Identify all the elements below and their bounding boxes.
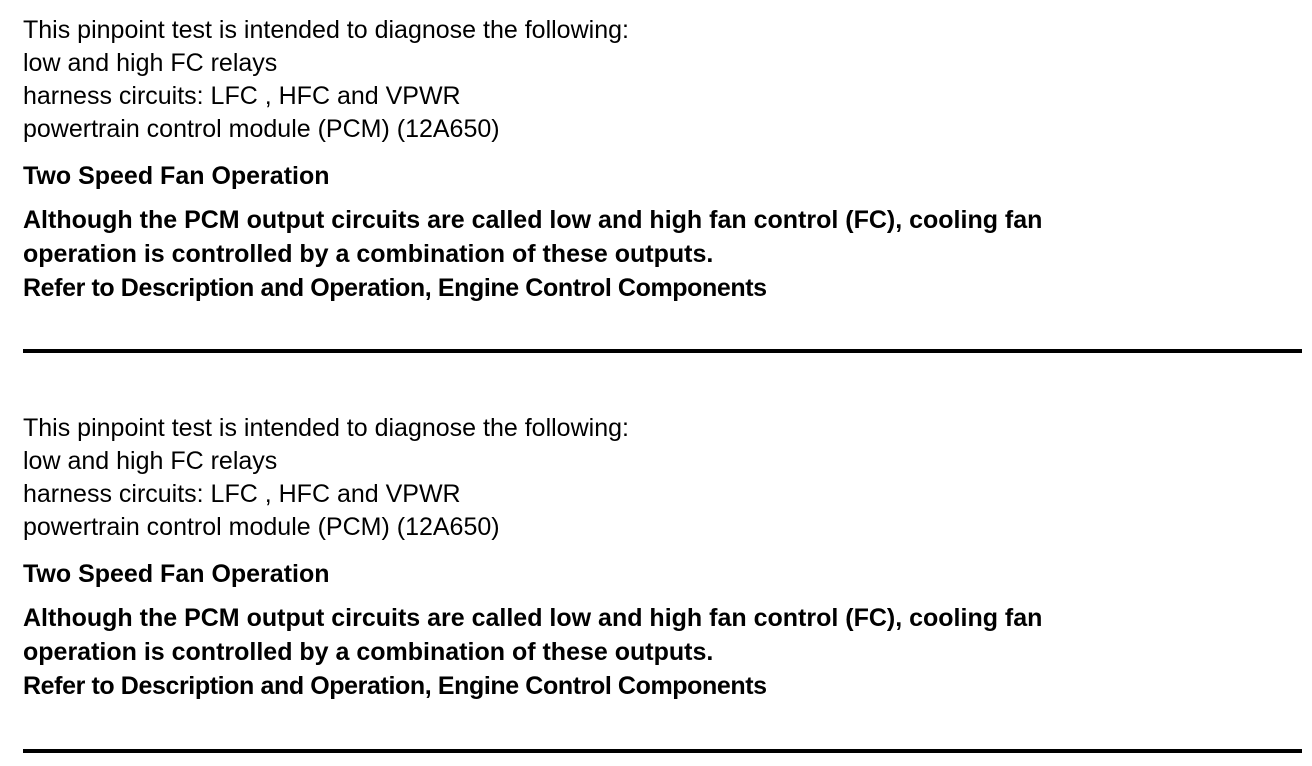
section-divider xyxy=(23,749,1302,753)
test-description-section xyxy=(23,412,1303,703)
operation-paragraph xyxy=(23,601,1303,703)
intro-line: This pinpoint test is intended to diagnose the following: xyxy=(23,414,629,442)
intro-line: harness circuits: LFC , HFC and VPWR xyxy=(23,82,461,110)
reference-link[interactable]: Refer to Description and Operation, Engine Control Components xyxy=(23,274,767,302)
intro-line: harness circuits: LFC , HFC and VPWR xyxy=(23,480,461,508)
intro-line: powertrain control module (PCM) (12A650) xyxy=(23,513,500,541)
intro-line: low and high FC relays xyxy=(23,447,278,475)
paragraph-line: operation is controlled by a combination of these outputs. xyxy=(23,638,714,666)
intro-line: This pinpoint test is intended to diagnose the following: xyxy=(23,16,629,44)
section-divider xyxy=(23,349,1302,353)
paragraph-line: operation is controlled by a combination of these outputs. xyxy=(23,240,714,268)
test-description-section xyxy=(23,14,1303,305)
paragraph-line: Although the PCM output circuits are called low and high fan control (FC), cooling fan xyxy=(23,206,1043,234)
reference-link[interactable]: Refer to Description and Operation, Engine Control Components xyxy=(23,672,767,700)
section-heading: Two Speed Fan Operation xyxy=(23,560,330,588)
section-heading: Two Speed Fan Operation xyxy=(23,162,330,190)
intro-line: low and high FC relays xyxy=(23,49,278,77)
operation-paragraph xyxy=(23,203,1303,305)
intro-line: powertrain control module (PCM) (12A650) xyxy=(23,115,500,143)
paragraph-line: Although the PCM output circuits are called low and high fan control (FC), cooling fan xyxy=(23,604,1043,632)
